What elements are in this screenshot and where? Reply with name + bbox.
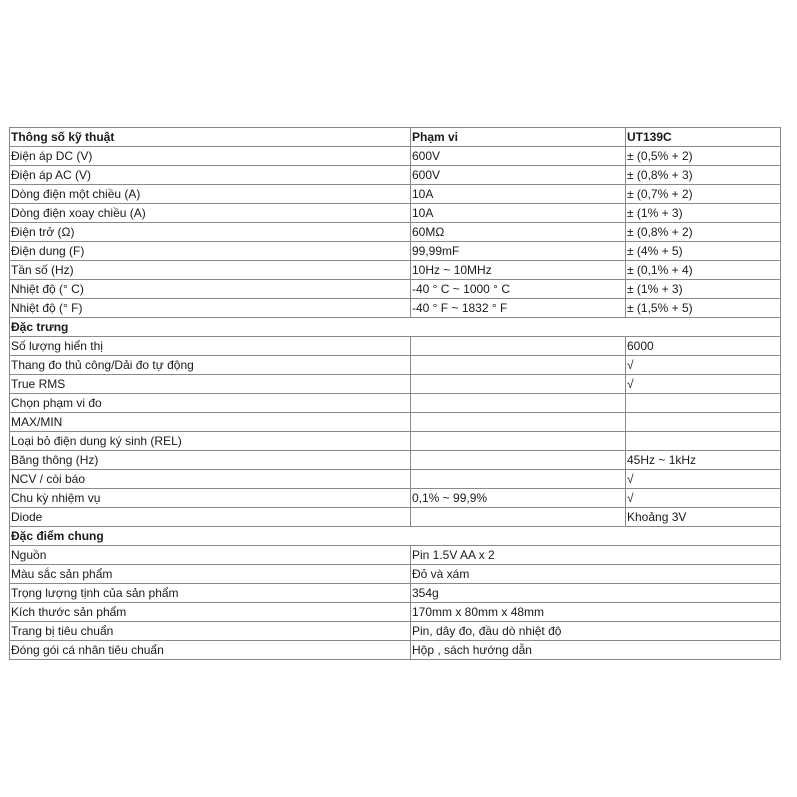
spec-value: ± (1,5% + 5) — [626, 299, 781, 318]
feature-name: Loại bỏ điện dung ký sinh (REL) — [10, 432, 411, 451]
feature-range — [411, 413, 626, 432]
spec-range: 99,99mF — [411, 242, 626, 261]
spec-row — [10, 204, 781, 223]
spec-name: Điện trở (Ω) — [10, 223, 411, 242]
spec-row — [10, 280, 781, 299]
feature-row — [10, 489, 781, 508]
header-spec: Thông số kỹ thuật — [10, 128, 411, 147]
spec-value: ± (1% + 3) — [626, 204, 781, 223]
feature-range — [411, 394, 626, 413]
spec-table-body — [10, 128, 781, 660]
feature-row — [10, 356, 781, 375]
spec-table — [9, 127, 781, 660]
spec-range: -40 ° C ~ 1000 ° C — [411, 280, 626, 299]
spec-name: Điện áp DC (V) — [10, 147, 411, 166]
general-name: Trọng lượng tịnh của sản phẩm — [10, 584, 411, 603]
spec-value: ± (0,8% + 2) — [626, 223, 781, 242]
general-row — [10, 546, 781, 565]
general-value: Pin 1.5V AA x 2 — [411, 546, 781, 565]
feature-row — [10, 394, 781, 413]
general-name: Nguồn — [10, 546, 411, 565]
feature-value: √ — [626, 470, 781, 489]
feature-name: True RMS — [10, 375, 411, 394]
feature-range: 0,1% ~ 99,9% — [411, 489, 626, 508]
feature-value — [626, 394, 781, 413]
spec-row — [10, 299, 781, 318]
feature-value: √ — [626, 356, 781, 375]
general-row — [10, 584, 781, 603]
spec-value: ± (4% + 5) — [626, 242, 781, 261]
spec-range: 10A — [411, 204, 626, 223]
general-value: Hộp , sách hướng dẫn — [411, 641, 781, 660]
feature-row — [10, 375, 781, 394]
general-name: Đóng gói cá nhân tiêu chuẩn — [10, 641, 411, 660]
spec-range: 600V — [411, 147, 626, 166]
feature-value — [626, 432, 781, 451]
feature-value: √ — [626, 489, 781, 508]
features-section-title: Đặc trưng — [10, 318, 781, 337]
feature-row — [10, 508, 781, 527]
spec-row — [10, 242, 781, 261]
feature-name: NCV / còi báo — [10, 470, 411, 489]
header-row — [10, 128, 781, 147]
feature-value: Khoảng 3V — [626, 508, 781, 527]
spec-value: ± (0,1% + 4) — [626, 261, 781, 280]
feature-name: Chu kỳ nhiệm vụ — [10, 489, 411, 508]
general-value: Đỏ và xám — [411, 565, 781, 584]
spec-row — [10, 261, 781, 280]
feature-range — [411, 337, 626, 356]
feature-name: MAX/MIN — [10, 413, 411, 432]
feature-name: Số lượng hiển thị — [10, 337, 411, 356]
spec-row — [10, 185, 781, 204]
general-row — [10, 641, 781, 660]
feature-range — [411, 356, 626, 375]
spec-range: 600V — [411, 166, 626, 185]
general-section-title: Đặc điểm chung — [10, 527, 781, 546]
feature-row — [10, 432, 781, 451]
general-row — [10, 622, 781, 641]
feature-value: √ — [626, 375, 781, 394]
feature-value — [626, 413, 781, 432]
spec-name: Dòng điện xoay chiều (A) — [10, 204, 411, 223]
header-range: Phạm vi — [411, 128, 626, 147]
feature-range — [411, 375, 626, 394]
features-section-row — [10, 318, 781, 337]
general-name: Màu sắc sản phẩm — [10, 565, 411, 584]
spec-range: 10Hz ~ 10MHz — [411, 261, 626, 280]
general-row — [10, 565, 781, 584]
feature-row — [10, 451, 781, 470]
feature-range — [411, 451, 626, 470]
general-value: 354g — [411, 584, 781, 603]
spec-value: ± (0,5% + 2) — [626, 147, 781, 166]
feature-name: Chọn phạm vi đo — [10, 394, 411, 413]
general-section-row — [10, 527, 781, 546]
spec-value: ± (0,8% + 3) — [626, 166, 781, 185]
feature-row — [10, 413, 781, 432]
feature-row — [10, 470, 781, 489]
spec-value: ± (0,7% + 2) — [626, 185, 781, 204]
feature-value: 6000 — [626, 337, 781, 356]
spec-range: 10A — [411, 185, 626, 204]
general-name: Kích thước sản phẩm — [10, 603, 411, 622]
spec-name: Dòng điện một chiều (A) — [10, 185, 411, 204]
feature-range — [411, 432, 626, 451]
feature-range — [411, 470, 626, 489]
spec-name: Điện áp AC (V) — [10, 166, 411, 185]
spec-name: Nhiệt độ (° F) — [10, 299, 411, 318]
general-value: 170mm x 80mm x 48mm — [411, 603, 781, 622]
general-row — [10, 603, 781, 622]
general-value: Pin, dây đo, đầu dò nhiệt độ — [411, 622, 781, 641]
feature-name: Băng thông (Hz) — [10, 451, 411, 470]
spec-row — [10, 166, 781, 185]
spec-row — [10, 223, 781, 242]
feature-name: Thang đo thủ công/Dải đo tự động — [10, 356, 411, 375]
spec-name: Nhiệt độ (° C) — [10, 280, 411, 299]
spec-name: Điện dung (F) — [10, 242, 411, 261]
spec-name: Tần số (Hz) — [10, 261, 411, 280]
feature-range — [411, 508, 626, 527]
feature-row — [10, 337, 781, 356]
general-name: Trang bị tiêu chuẩn — [10, 622, 411, 641]
spec-row — [10, 147, 781, 166]
feature-name: Diode — [10, 508, 411, 527]
spec-range: 60MΩ — [411, 223, 626, 242]
spec-range: -40 ° F ~ 1832 ° F — [411, 299, 626, 318]
header-model: UT139C — [626, 128, 781, 147]
feature-value: 45Hz ~ 1kHz — [626, 451, 781, 470]
spec-value: ± (1% + 3) — [626, 280, 781, 299]
